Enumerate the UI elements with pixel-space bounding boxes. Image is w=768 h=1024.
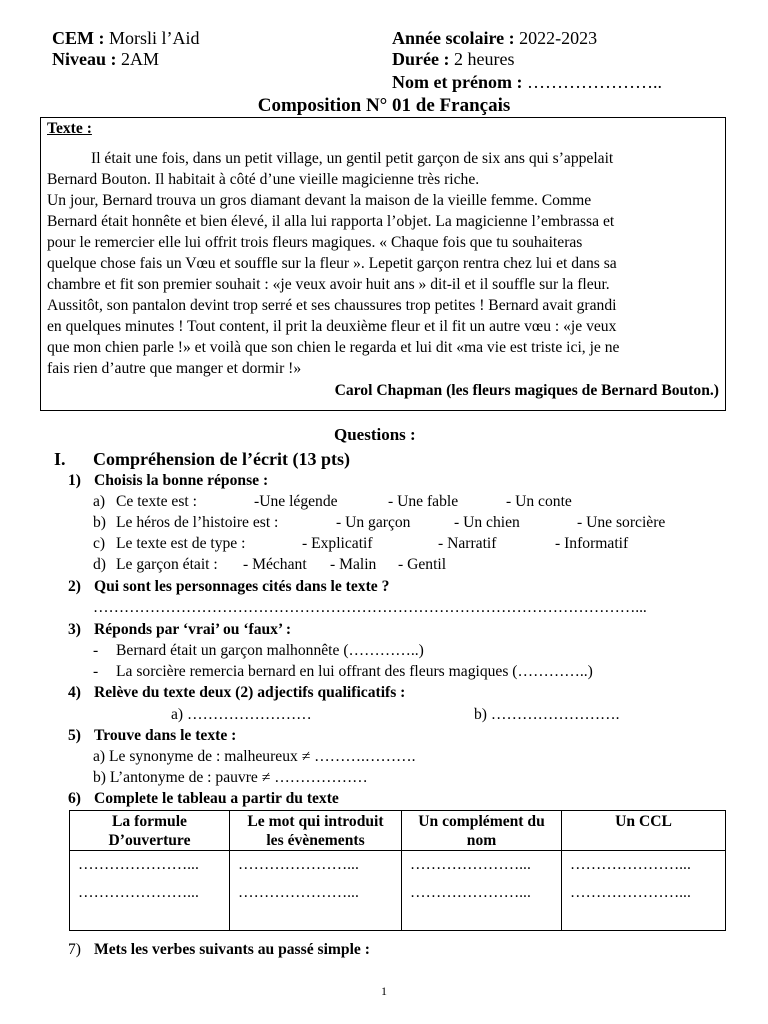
cem-line xyxy=(52,28,200,49)
cell-dots: …………………... xyxy=(238,884,359,901)
q4-answer-a[interactable]: a) …………………… xyxy=(171,706,312,723)
questions-title: Questions : xyxy=(334,425,416,444)
cell-dots: …………………... xyxy=(410,884,531,901)
q6-title: Complete le tableau a partir du texte xyxy=(94,790,339,807)
q5-number: 5) xyxy=(68,727,81,744)
cem-label: CEM : xyxy=(52,28,105,48)
nom-line xyxy=(392,72,662,93)
text-line: Bernard Bouton. Il habitait à côté d’une vieille magicienne très riche. xyxy=(47,171,480,188)
q4-title: Relève du texte deux (2) adjectifs qualificatifs : xyxy=(94,684,406,701)
page-title: Composition N° 01 de Français xyxy=(257,95,511,116)
q3-item[interactable]: La sorcière remercia bernard en lui offrant des fleurs magiques (…………..) xyxy=(116,663,593,680)
q1-a-letter: a) xyxy=(93,493,106,510)
text-line: Un jour, Bernard trouva un gros diamant devant la maison de la vieille femme. Comme xyxy=(47,192,592,209)
q6-table xyxy=(69,810,726,931)
q2-title: Qui sont les personnages cités dans le texte ? xyxy=(94,578,390,595)
q1-d-stem: Le garçon était : xyxy=(116,556,218,573)
table-cell[interactable] xyxy=(230,851,402,931)
table-cell[interactable] xyxy=(562,851,726,931)
q1-b-option[interactable]: - Un chien xyxy=(454,514,520,531)
q1-a-option[interactable]: - Un conte xyxy=(506,493,572,510)
q3-bullet: - xyxy=(93,642,99,659)
header-line: nom xyxy=(466,832,497,849)
q4-number: 4) xyxy=(68,684,81,701)
header-line: les évènements xyxy=(266,832,365,849)
annee-label: Année scolaire : xyxy=(392,28,515,48)
header-line: D’ouverture xyxy=(108,832,191,849)
text-label: Texte : xyxy=(47,120,92,137)
table-header-cell xyxy=(402,811,562,851)
table-header-row xyxy=(70,811,726,851)
q1-c-option[interactable]: - Explicatif xyxy=(302,535,373,552)
q3-bullet: - xyxy=(93,663,99,680)
duree-line xyxy=(392,49,514,70)
table-cell[interactable] xyxy=(402,851,562,931)
text-line: quelque chose fais un Vœu et souffle sur la fleur ». Lepetit garçon rentra chez lui et dans sa xyxy=(47,255,617,272)
q1-a-option[interactable]: - Une fable xyxy=(388,493,459,510)
section-title: Compréhension de l’écrit (13 pts) xyxy=(93,449,350,469)
page-number: 1 xyxy=(381,984,387,998)
annee-value: 2022-2023 xyxy=(519,28,598,48)
q1-a-stem: Ce texte est : xyxy=(116,493,197,510)
text-line: pour le remercier elle lui offrit trois fleurs magiques. « Chaque fois que tu souhaiteras xyxy=(47,234,583,251)
q3-title: Réponds par ‘vrai’ ou ‘faux’ : xyxy=(94,621,292,638)
q1-d-letter: d) xyxy=(93,556,106,573)
cell-dots: …………………... xyxy=(410,856,531,873)
q1-c-stem: Le texte est de type : xyxy=(116,535,246,552)
q1-c-option[interactable]: - Narratif xyxy=(438,535,497,552)
q2-answer-line[interactable]: ……………………………………………………………………………………………... xyxy=(93,599,647,616)
niveau-line xyxy=(52,49,159,70)
q1-c-letter: c) xyxy=(93,535,106,552)
table-cell[interactable] xyxy=(70,851,230,931)
q1-number: 1) xyxy=(68,472,81,489)
header-line: Le mot qui introduit xyxy=(247,813,384,830)
q1-b-letter: b) xyxy=(93,514,106,531)
q1-b-stem: Le héros de l’histoire est : xyxy=(116,514,279,531)
text-line: fais rien d’autre que manger et dormir !» xyxy=(47,360,302,377)
q3-item[interactable]: Bernard était un garçon malhonnête (…………..) xyxy=(116,642,424,659)
cell-dots: …………………... xyxy=(238,856,359,873)
q1-b-option[interactable]: - Une sorcière xyxy=(577,514,666,531)
cell-dots: …………………... xyxy=(570,884,691,901)
q6-number: 6) xyxy=(68,790,81,807)
q4-answer-b[interactable]: b) ……………………. xyxy=(474,706,620,723)
table-row xyxy=(70,851,726,931)
q1-a-option[interactable]: -Une légende xyxy=(254,493,338,510)
header-line: La formule xyxy=(112,813,187,830)
duree-value: 2 heures xyxy=(453,49,515,69)
table-header-cell xyxy=(70,811,230,851)
cell-dots: …………………... xyxy=(78,856,199,873)
q1-c-option[interactable]: - Informatif xyxy=(555,535,629,552)
annee-line xyxy=(392,28,597,49)
text-source: Carol Chapman (les fleurs magiques de Bernard Bouton.) xyxy=(334,382,719,399)
q3-number: 3) xyxy=(68,621,81,638)
q5-answer-a[interactable]: a) Le synonyme de : malheureux ≠ ……….………. xyxy=(93,748,416,765)
header-line: Un CCL xyxy=(615,813,672,830)
cem-value: Morsli l’Aid xyxy=(109,28,200,48)
niveau-label: Niveau : xyxy=(52,49,117,69)
q7-number: 7) xyxy=(68,941,81,958)
text-line: Il était une fois, dans un petit village, un gentil petit garçon de six ans qui s’appelait xyxy=(91,150,614,167)
duree-label: Durée : xyxy=(392,49,450,69)
text-line: que mon chien parle !» et voilà que son chien le regarda et lui dit «ma vie est triste ici, je ne xyxy=(47,339,620,356)
text-line: Aussitôt, son pantalon devint trop serré et ses chaussures trop petites ! Bernard avait grandi xyxy=(47,297,617,314)
cell-dots: …………………... xyxy=(570,856,691,873)
table-header-cell xyxy=(230,811,402,851)
q1-d-option[interactable]: - Malin xyxy=(330,556,377,573)
q1-b-option[interactable]: - Un garçon xyxy=(336,514,411,531)
nom-label: Nom et prénom : xyxy=(392,72,523,92)
q5-answer-b[interactable]: b) L’antonyme de : pauvre ≠ ……………… xyxy=(93,769,368,786)
q1-d-option[interactable]: - Méchant xyxy=(243,556,307,573)
nom-value: ………………….. xyxy=(526,72,662,92)
text-line: en quelques minutes ! Tout content, il prit la deuxième fleur et il fit un autre vœu : «je veux xyxy=(47,318,617,335)
q1-title: Choisis la bonne réponse : xyxy=(94,472,269,489)
q7-title: Mets les verbes suivants au passé simple : xyxy=(94,941,370,958)
text-box xyxy=(40,117,726,411)
q1-d-option[interactable]: - Gentil xyxy=(398,556,447,573)
q2-number: 2) xyxy=(68,578,81,595)
q5-title: Trouve dans le texte : xyxy=(94,727,237,744)
cell-dots: …………………... xyxy=(78,884,199,901)
section-number: I. xyxy=(54,449,66,469)
text-line: Bernard était honnête et bien élevé, il alla lui rapporta l’objet. La magicienne l’embrassa et xyxy=(47,213,615,230)
table-header-cell xyxy=(562,811,726,851)
text-line: chambre et fit son premier souhait : «je veux avoir huit ans » dit-il et il souffle sur la fleur. xyxy=(47,276,610,293)
niveau-value: 2AM xyxy=(121,49,160,69)
header-line: Un complément du xyxy=(418,813,545,830)
